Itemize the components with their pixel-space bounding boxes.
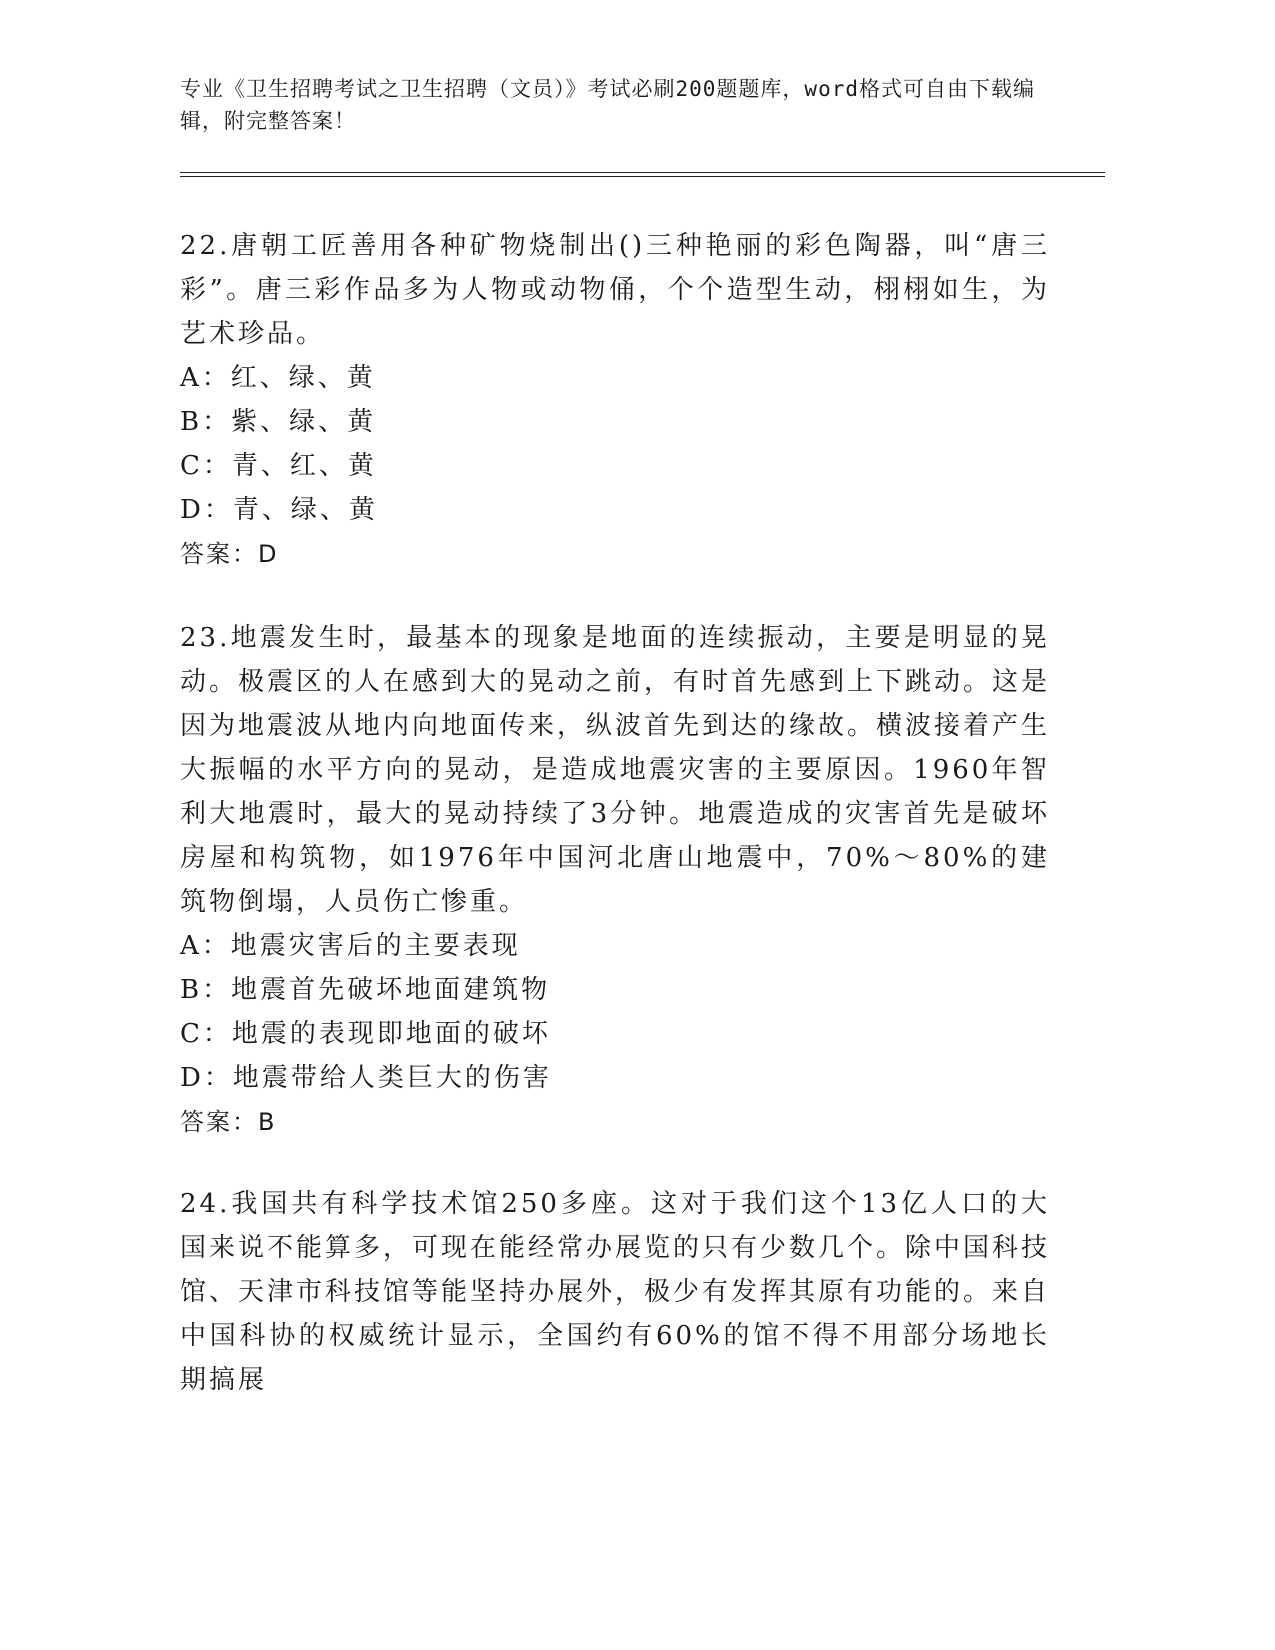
document-header: 专业《卫生招聘考试之卫生招聘（文员）》考试必刷200题题库，word格式可自由下载编辑，附完整答案！ bbox=[180, 77, 1035, 133]
answer-line: 答案：D bbox=[180, 540, 279, 568]
question-22 bbox=[180, 224, 1050, 576]
question-stem: 22.唐朝工匠善用各种矿物烧制出()三种艳丽的彩色陶器，叫“唐三彩”。唐三彩作品多为人物或动物俑，个个造型生动，栩栩如生，为艺术珍品。 bbox=[180, 231, 1050, 349]
option-d: D：地震带给人类巨大的伤害 bbox=[180, 1063, 552, 1093]
question-23 bbox=[180, 616, 1050, 1144]
option-d: D：青、绿、黄 bbox=[180, 495, 378, 525]
question-24 bbox=[180, 1182, 1050, 1402]
question-stem: 23.地震发生时，最基本的现象是地面的连续振动，主要是明显的晃动。极震区的人在感到大的晃动之前，有时首先感到上下跳动。这是因为地震波从地内向地面传来，纵波首先到达的缘故。横波接着产生大振幅的水平方向的晃动，是造成地震灾害的主要原因。1960年智利大地震时，最大的晃动持续了3分钟。地震造成的灾害首先是破坏房屋和构筑物，如1976年中国河北唐山地震中，70%～80%的建筑物倒塌，人员伤亡惨重。 bbox=[180, 623, 1051, 917]
answer-line: 答案：B bbox=[180, 1108, 277, 1136]
document-page bbox=[180, 0, 1080, 1650]
option-c: C：地震的表现即地面的破坏 bbox=[180, 1019, 551, 1049]
option-a: A：红、绿、黄 bbox=[180, 363, 376, 393]
header-divider-top bbox=[180, 172, 1105, 173]
option-b: B：地震首先破坏地面建筑物 bbox=[180, 975, 551, 1005]
option-c: C：青、红、黄 bbox=[180, 451, 377, 481]
option-b: B：紫、绿、黄 bbox=[180, 407, 377, 437]
option-a: A：地震灾害后的主要表现 bbox=[180, 931, 521, 961]
question-stem: 24.我国共有科学技术馆250多座。这对于我们这个13亿人口的大国来说不能算多，可现在能经常办展览的只有少数几个。除中国科技馆、天津市科技馆等能坚持办展外，极少有发挥其原有功能的。来自中国科协的权威统计显示，全国约有60%的馆不得不用部分场地长期搞展 bbox=[180, 1189, 1051, 1395]
header-divider-bottom bbox=[180, 176, 1105, 177]
